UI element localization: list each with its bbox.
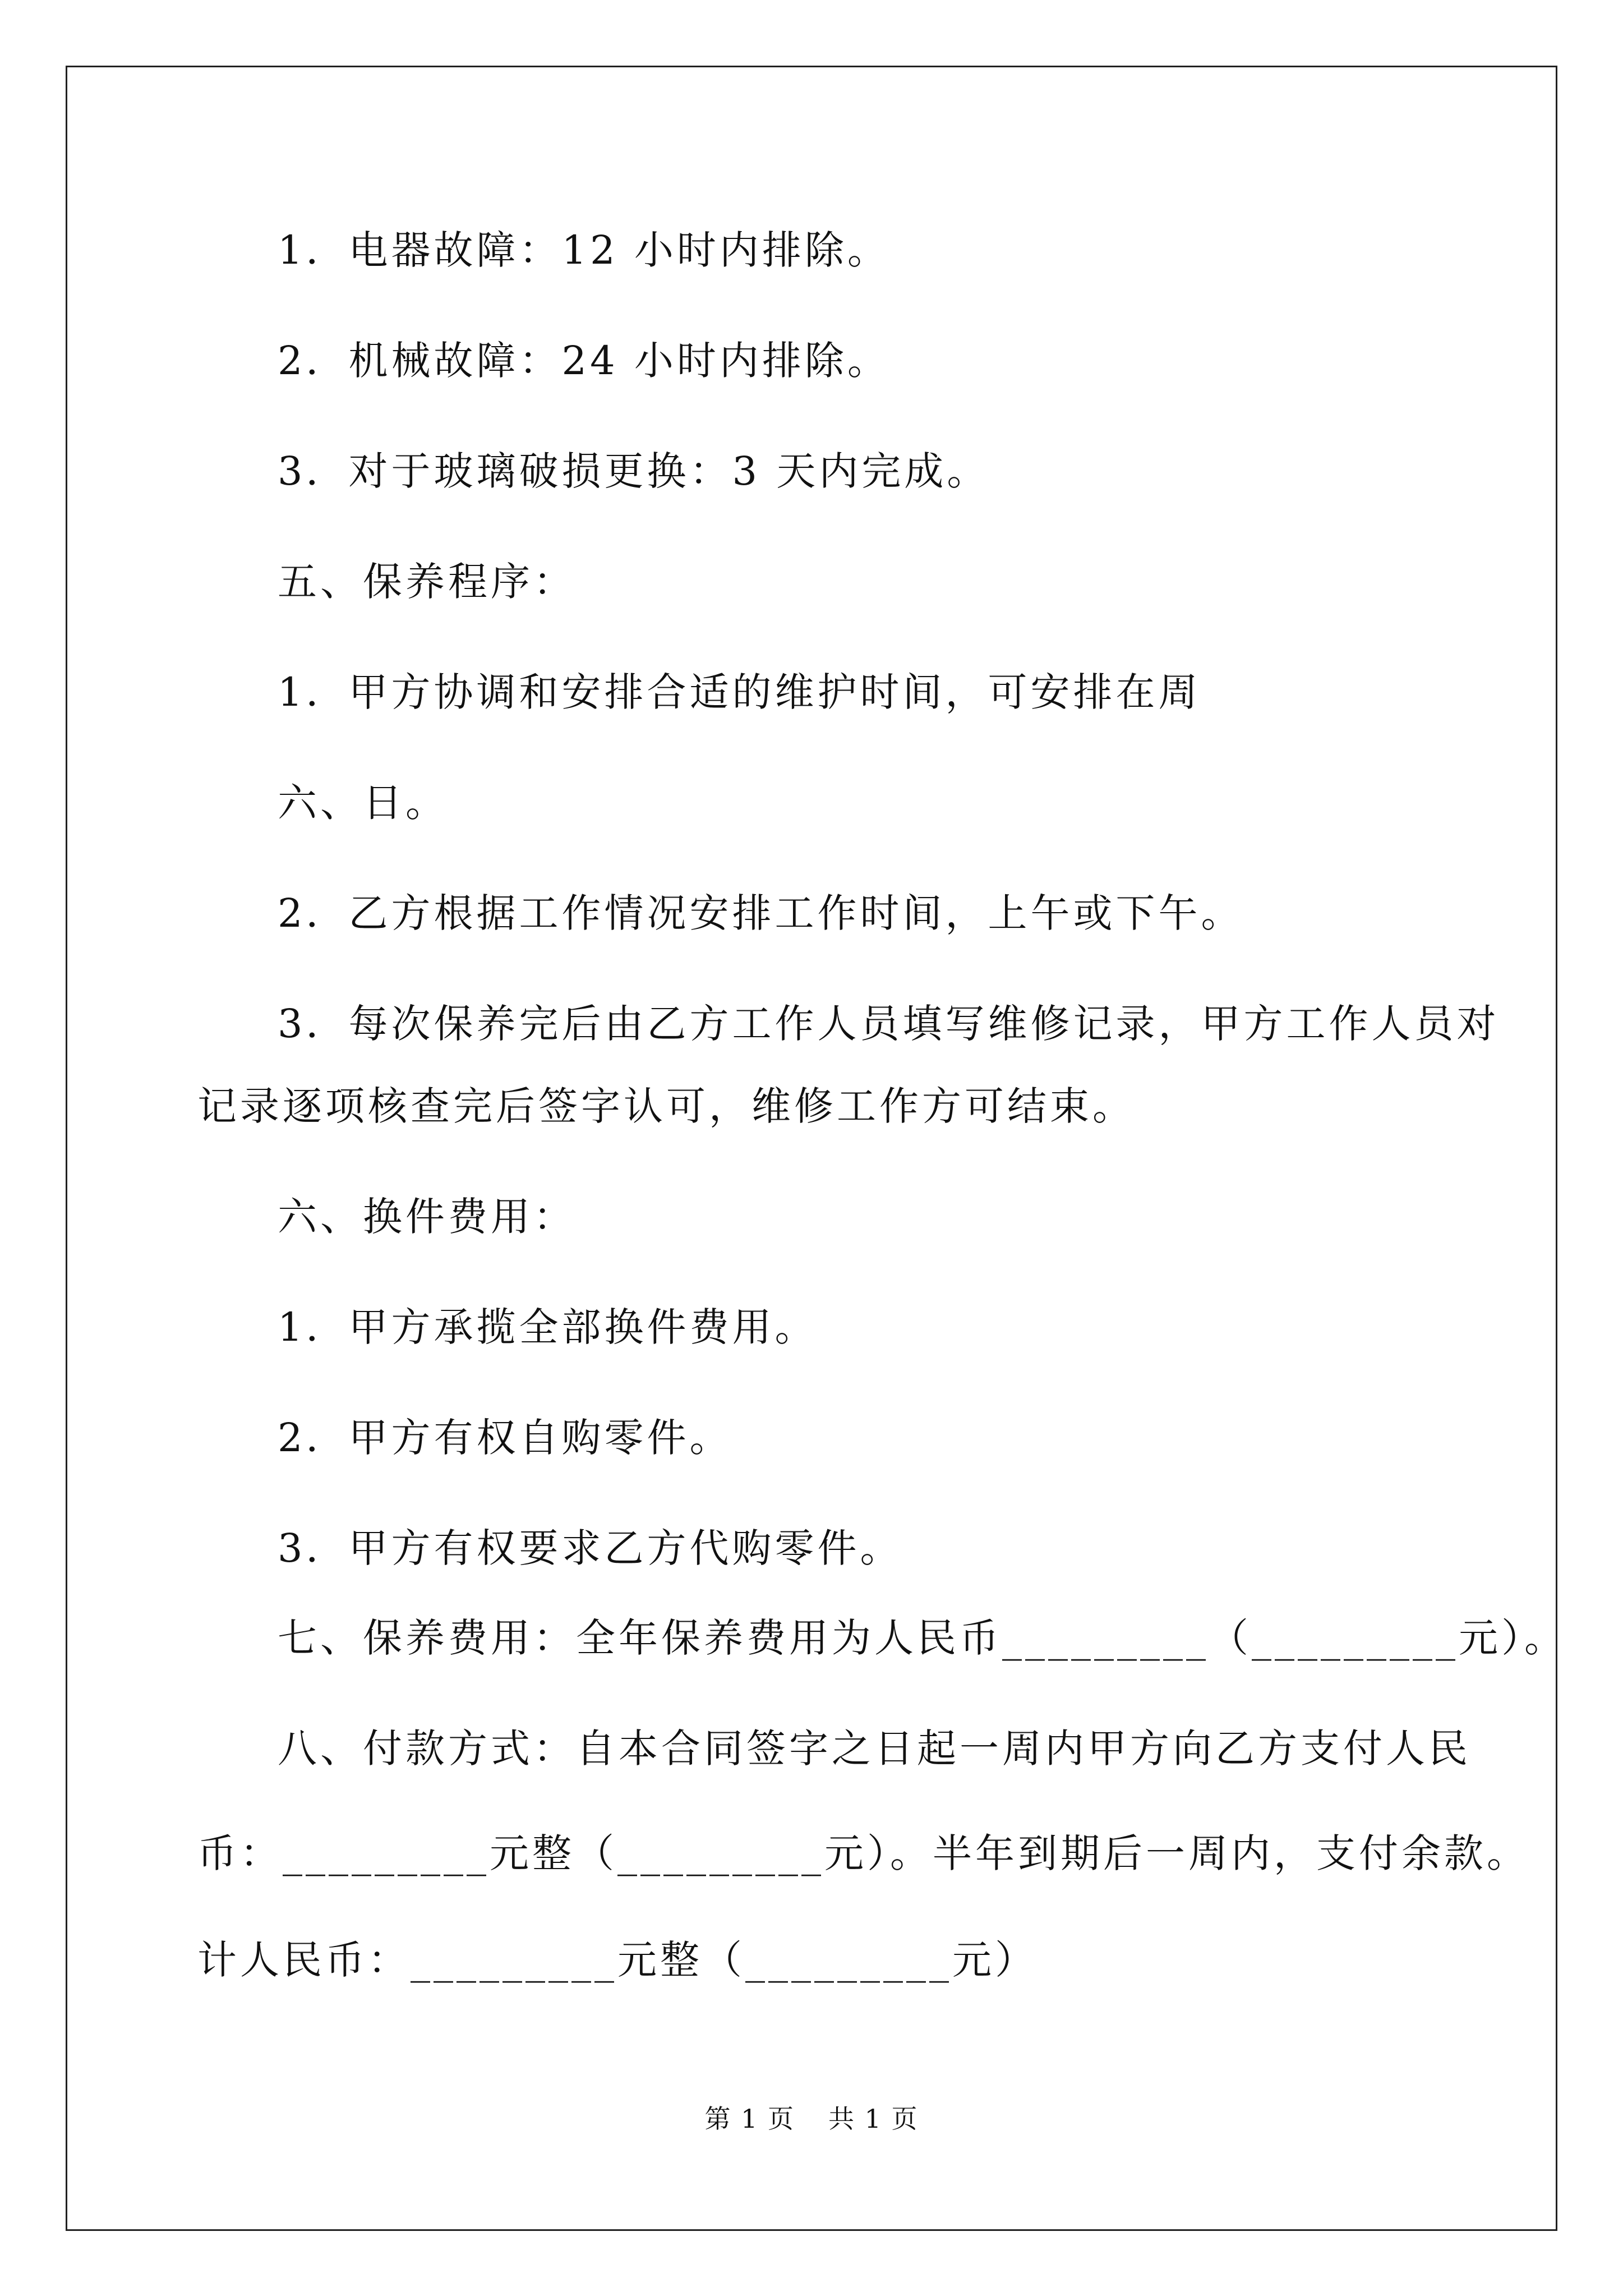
clause-line-12: 2．甲方有权自购零件。 xyxy=(278,1415,732,1461)
clause-line-3: 3．对于玻璃破损更换：3 天内完成。 xyxy=(278,448,990,494)
section-heading-5: 五、保养程序： xyxy=(278,559,576,605)
page-border xyxy=(66,66,1557,2231)
clause-line-9: 记录逐项核查完后签字认可，维修工作方可结束。 xyxy=(197,1083,1135,1129)
clause-line-1: 1．电器故障：12 小时内排除。 xyxy=(278,227,890,273)
clause-line-6: 六、日。 xyxy=(278,780,448,826)
payment-line-3: 计人民币：_________元整（_________元） xyxy=(197,1937,1038,1983)
page-number: 第 1 页 xyxy=(704,2104,795,2134)
clause-line-8: 3．每次保养完后由乙方工作人员填写维修记录，甲方工作人员对 xyxy=(278,1001,1500,1047)
clause-line-7: 2．乙方根据工作情况安排工作时间，上午或下午。 xyxy=(278,890,1244,936)
payment-line-2: 币：_________元整（_________元）。半年到期后一周内，支付余款。 xyxy=(197,1830,1529,1876)
clause-line-5: 1．甲方协调和安排合适的维护时间，可安排在周 xyxy=(278,669,1201,715)
page-footer xyxy=(0,2102,1623,2136)
section-heading-6: 六、换件费用： xyxy=(278,1194,576,1240)
section-heading-7: 七、保养费用：全年保养费用为人民币_________（_________元）。 xyxy=(278,1615,1567,1661)
clause-line-11: 1．甲方承揽全部换件费用。 xyxy=(278,1304,818,1350)
page-total: 共 1 页 xyxy=(828,2104,919,2134)
section-heading-8: 八、付款方式：自本合同签字之日起一周内甲方向乙方支付人民 xyxy=(278,1726,1471,1772)
clause-line-13: 3．甲方有权要求乙方代购零件。 xyxy=(278,1525,903,1571)
clause-line-2: 2．机械故障：24 小时内排除。 xyxy=(278,338,890,384)
